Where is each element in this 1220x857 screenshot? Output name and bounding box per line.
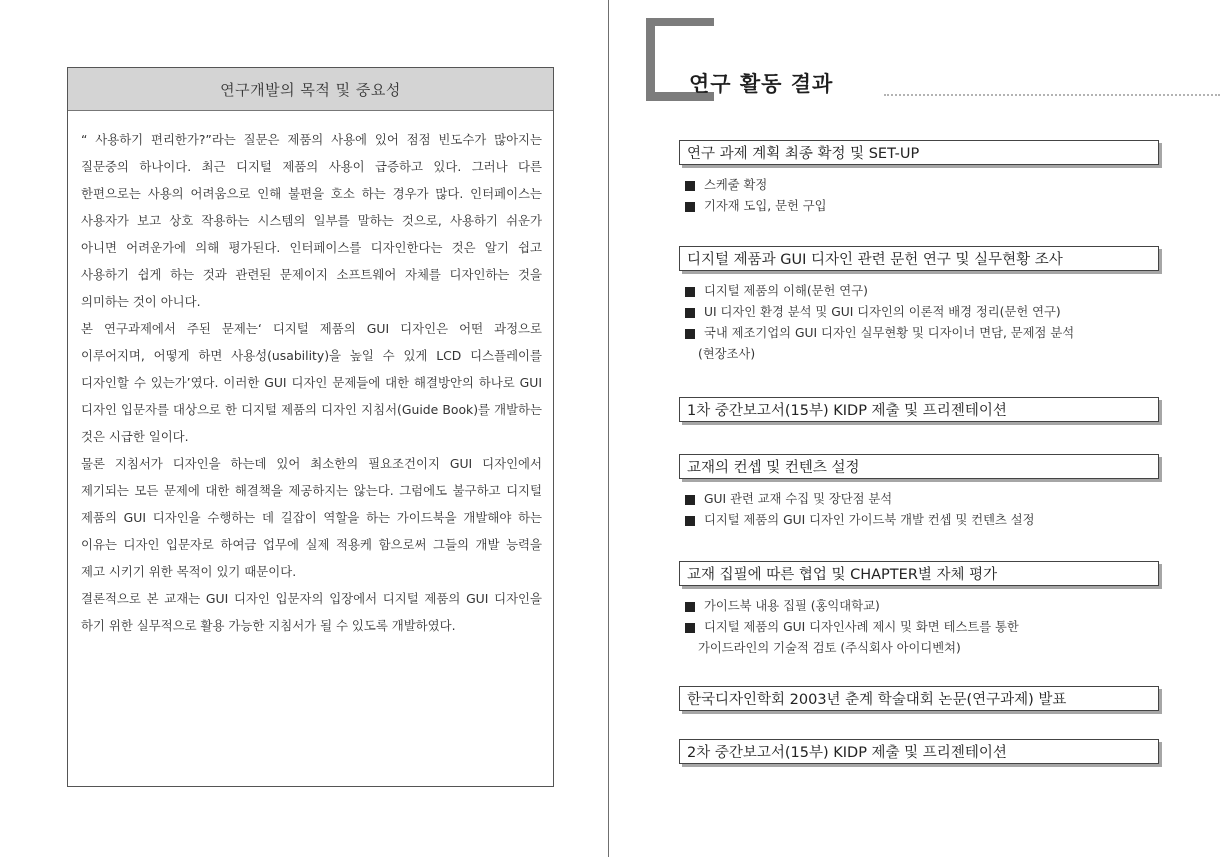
task-item-continuation: (현장조사) — [698, 347, 756, 361]
task-item-list — [685, 281, 1159, 365]
task-item — [685, 596, 1159, 617]
purpose-paragraph: “ 사용하기 편리한가?”라는 질문은 제품의 사용에 있어 점점 빈도수가 많아지는 질문중의 하나이다. 최근 디지털 제품의 사용이 급증하고 있다. 그러나 다른 한편으로는 사용의 어려움으로 인해 불편을 호소 하는 경우가 많다. 인터페이스는 사용자가 보고 상호 작용하는 시스템의 일부를 말하는 것으로, 사용하기 쉬운가 아니면 어려운가에 의해 평가된다. 인터페이스를 디자인한다는 것은 알기 쉽고 사용하기 쉽게 하는 것과 관련된 문제이지 소프트웨어 자체를 디자인하는 것을 의미하는 것이 아니다. — [81, 132, 542, 309]
task-item — [685, 281, 1159, 302]
task-item — [685, 323, 1159, 365]
purpose-body — [68, 111, 553, 639]
task-item — [685, 196, 1159, 217]
title-dotted-rule — [884, 94, 1220, 96]
task-item-text: 기자재 도입, 문헌 구입 — [704, 199, 827, 213]
task-title: 1차 중간보고서(15부) KIDP 제출 및 프리젠테이션 — [679, 397, 1159, 422]
section-title: 연구 활동 결과 — [689, 72, 834, 96]
task-title: 2차 중간보고서(15부) KIDP 제출 및 프리젠테이션 — [679, 739, 1159, 764]
task-item — [685, 302, 1159, 323]
task-title: 교재 집필에 따른 협업 및 CHAPTER별 자체 평가 — [679, 561, 1159, 586]
task-item-continuation: 가이드라인의 기술적 검토 (주식회사 아이디벤쳐) — [698, 641, 961, 655]
task-title: 교재의 컨셉 및 컨텐츠 설정 — [679, 454, 1159, 479]
task-item-text: 디지털 제품의 이해(문헌 연구) — [704, 284, 868, 298]
task-block — [679, 246, 1159, 365]
task-title: 연구 과제 계획 최종 확정 및 SET-UP — [679, 140, 1159, 165]
page-spine — [608, 0, 609, 857]
purpose-paragraph: 물론 지침서가 디자인을 하는데 있어 최소한의 필요조건이지 GUI 디자인에서 제기되는 모든 문제에 대한 해결책을 제공하지는 않는다. 그럼에도 불구하고 디지털 제품의 GUI 디자인을 수행하는 데 길잡이 역할을 하는 가이드북을 개발해야 하는 이유는 디자인 입문자로 하여금 업무에 실제 적용케 함으로써 그들의 개발 능력을 제고 시키기 위한 목적이 있기 때문이다. — [81, 456, 542, 579]
task-item — [685, 489, 1159, 510]
task-item — [685, 175, 1159, 196]
task-block — [679, 454, 1159, 531]
task-block — [679, 739, 1159, 764]
task-item-list — [685, 596, 1159, 659]
task-block — [679, 140, 1159, 217]
task-item-text: 디지털 제품의 GUI 디자인사례 제시 및 화면 테스트를 통한 — [704, 620, 1019, 634]
task-item-text: GUI 관련 교재 수집 및 장단점 분석 — [704, 492, 893, 506]
task-item-list — [685, 175, 1159, 217]
task-block — [679, 686, 1159, 711]
purpose-paragraph: 본 연구과제에서 주된 문제는‘ 디지털 제품의 GUI 디자인은 어떤 과정으로 이루어지며, 어떻게 하면 사용성(usability)을 높일 수 있게 LCD 디스플레이를 디자인할 수 있는가’였다. 이러한 GUI 디자인 문제들에 대한 해결방안의 하나로 GUI 디자인 입문자를 대상으로 한 디지털 제품의 디자인 지침서(Guide Book)를 개발하는 것은 시급한 일이다. — [81, 321, 542, 444]
task-item-text: 스케줄 확정 — [704, 178, 768, 192]
task-item-text: 국내 제조기업의 GUI 디자인 실무현황 및 디자이너 면담, 문제점 분석 — [704, 326, 1075, 340]
purpose-box — [67, 67, 554, 787]
task-title: 디지털 제품과 GUI 디자인 관련 문헌 연구 및 실무현황 조사 — [679, 246, 1159, 271]
task-block — [679, 561, 1159, 659]
task-block — [679, 397, 1159, 422]
task-item-list — [685, 489, 1159, 531]
task-item-text: 디지털 제품의 GUI 디자인 가이드북 개발 컨셉 및 컨텐츠 설정 — [704, 513, 1035, 527]
task-title: 한국디자인학회 2003년 춘계 학술대회 논문(연구과제) 발표 — [679, 686, 1159, 711]
task-item-text: UI 디자인 환경 분석 및 GUI 디자인의 이론적 배경 정리(문헌 연구) — [704, 305, 1061, 319]
purpose-box-title: 연구개발의 목적 및 중요성 — [68, 68, 553, 111]
task-item — [685, 510, 1159, 531]
task-item — [685, 617, 1159, 659]
task-item-text: 가이드북 내용 집필 (홍익대학교) — [704, 599, 880, 613]
purpose-paragraph: 결론적으로 본 교재는 GUI 디자인 입문자의 입장에서 디지털 제품의 GUI 디자인을 하기 위한 실무적으로 활용 가능한 지침서가 될 수 있도록 개발하였다. — [81, 591, 542, 633]
